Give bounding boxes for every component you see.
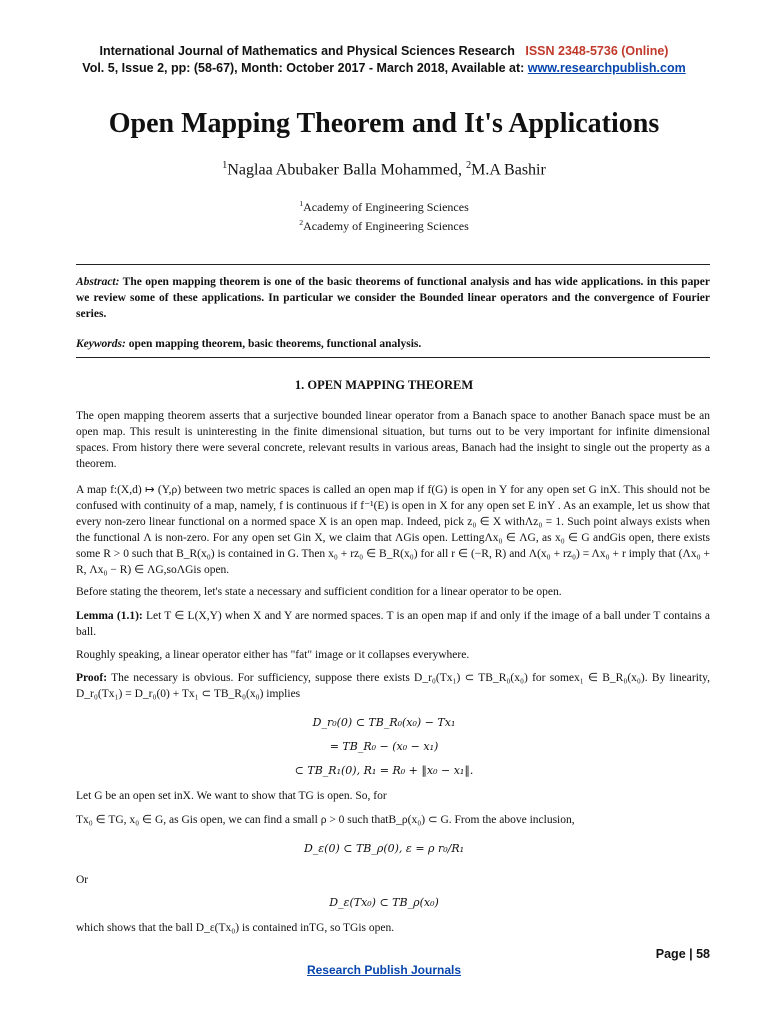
- proof-text: The necessary is obvious. For sufficiency, suppose there exists D_r₀(Tx₁) ⊂ TB_R₀(x₀) for somex₁ ∈ B_R₀(x₀). By linearity, D_r₀(Tx₁) = D_r₀(0) + Tx₁ ⊂ TB_R₀(x₀) implies: [76, 672, 710, 700]
- authors: [0, 160, 768, 179]
- lemma-label: Lemma (1.1):: [76, 610, 143, 622]
- author2: M.A Bashir: [471, 161, 546, 179]
- volume-line: Vol. 5, Issue 2, pp: (58-67), Month: October 2017 - March 2018, Available at:: [82, 61, 525, 75]
- paragraph-tx0: Tx₀ ∈ TG, x₀ ∈ G, as Gis open, we can find a small ρ > 0 such thatB_ρ(x₀) ⊂ G. From the above inclusion,: [76, 814, 575, 826]
- paragraph-open-map-definition: A map f:(X,d) ↦ (Y,ρ) between two metric spaces is called an open map if f(G) is open in Y for any open set G inX. This should not be confused with continuity of a map, namely, f is continuous if f⁻¹(E) is open in X for any open set E inY . As an example, let us show that every non-zero linear functional on a normed space X is an open map. Indeed, pick z₀ ∈ X withΛz₀ = 1. Such point always exists when the functional Λ is non-zero. For any open set Gin X, we claim that ΛGis open. LettingΛx₀ ∈ ΛG, as x₀ ∈ G andGis open, there exists some R > 0 such that B_R(x₀) is contained in G. Then x₀ + rz₀ ∈ B_R(x₀) for all r ∈ (−R, R) and Λ(x₀ + rz₀) = Λx₀ + r imply that (Λx₀ + R, Λx₀ − R) ∈ ΛG,soΛGis open.: [76, 484, 710, 576]
- lemma: [76, 608, 710, 640]
- paragraph-let-g: Let G be an open set inX. We want to show that TG is open. So, for: [76, 790, 387, 802]
- abstract-label: Abstract:: [76, 276, 120, 288]
- footer-link[interactable]: Research Publish Journals: [306, 963, 462, 977]
- proof: [76, 670, 710, 702]
- equation-4: D_ε(0) ⊂ TB_ρ(0), ε = ρ r₀/R₁: [303, 842, 465, 855]
- journal-name: International Journal of Mathematics and Physical Sciences Research: [99, 44, 515, 58]
- equation-1: D_r₀(0) ⊂ TB_R₀(x₀) − Tx₁: [312, 716, 456, 729]
- affil1: Academy of Engineering Sciences: [303, 200, 469, 214]
- paragraph-intro: The open mapping theorem asserts that a surjective bounded linear operator from a Banach space to another Banach space must be an open map. This result is uninteresting in the finite dimensional situation, but turns out to be very important for infinite dimensional spaces. From history there were several concrete, relevant results in various areas, Banach had the insight to single out the property as a theorem.: [76, 410, 710, 470]
- paragraph-roughly: Roughly speaking, a linear operator either has "fat" image or it collapses everywhere.: [76, 649, 470, 661]
- keywords: [76, 338, 710, 350]
- journal-url-link[interactable]: www.researchpublish.com: [527, 61, 686, 75]
- abstract: [76, 274, 710, 322]
- author1: Naglaa Abubaker Balla Mohammed,: [227, 161, 466, 179]
- equation-3: ⊂ TB_R₁(0), R₁ = R₀ + ‖x₀ − x₁‖.: [294, 764, 474, 777]
- lemma-text: Let T ∈ L(X,Y) when X and Y are normed spaces. T is an open map if and only if the image of a ball under T contains a ball.: [76, 610, 710, 638]
- affil1-sup: 1: [299, 199, 304, 208]
- author2-sup: 2: [465, 160, 472, 171]
- equation-2: = TB_R₀ − (x₀ − x₁): [329, 740, 439, 753]
- abstract-bottom-rule: [76, 357, 710, 358]
- paper-title: Open Mapping Theorem and It's Applications: [108, 108, 660, 139]
- paragraph-or: Or: [76, 874, 89, 886]
- paragraph-conclusion: which shows that the ball D_ε(Tx₀) is contained inTG, so TGis open.: [76, 922, 395, 934]
- affil2: Academy of Engineering Sciences: [303, 219, 469, 233]
- abstract-top-rule: [76, 264, 710, 265]
- page-number: Page | 58: [655, 947, 710, 961]
- keywords-text: open mapping theorem, basic theorems, functional analysis.: [125, 338, 422, 350]
- author1-sup: 1: [222, 160, 228, 171]
- keywords-label: Keywords:: [76, 338, 126, 350]
- issn: ISSN 2348-5736 (Online): [525, 44, 669, 58]
- section-heading: 1. OPEN MAPPING THEOREM: [294, 378, 474, 392]
- abstract-text: The open mapping theorem is one of the basic theorems of functional analysis and has wide applications. in this paper we review some of these applications. In particular we consider the Bounded linear operators and the convergence of Fourier series.: [76, 276, 710, 320]
- affiliations: [0, 196, 768, 234]
- affil2-sup: 2: [299, 218, 304, 227]
- proof-label: Proof:: [76, 672, 108, 684]
- equation-5: D_ε(Tx₀) ⊂ TB_ρ(x₀): [329, 896, 439, 909]
- paragraph-before-lemma: Before stating the theorem, let's state a necessary and sufficient condition for a linear operator to be open.: [76, 586, 562, 598]
- journal-header: [0, 43, 768, 77]
